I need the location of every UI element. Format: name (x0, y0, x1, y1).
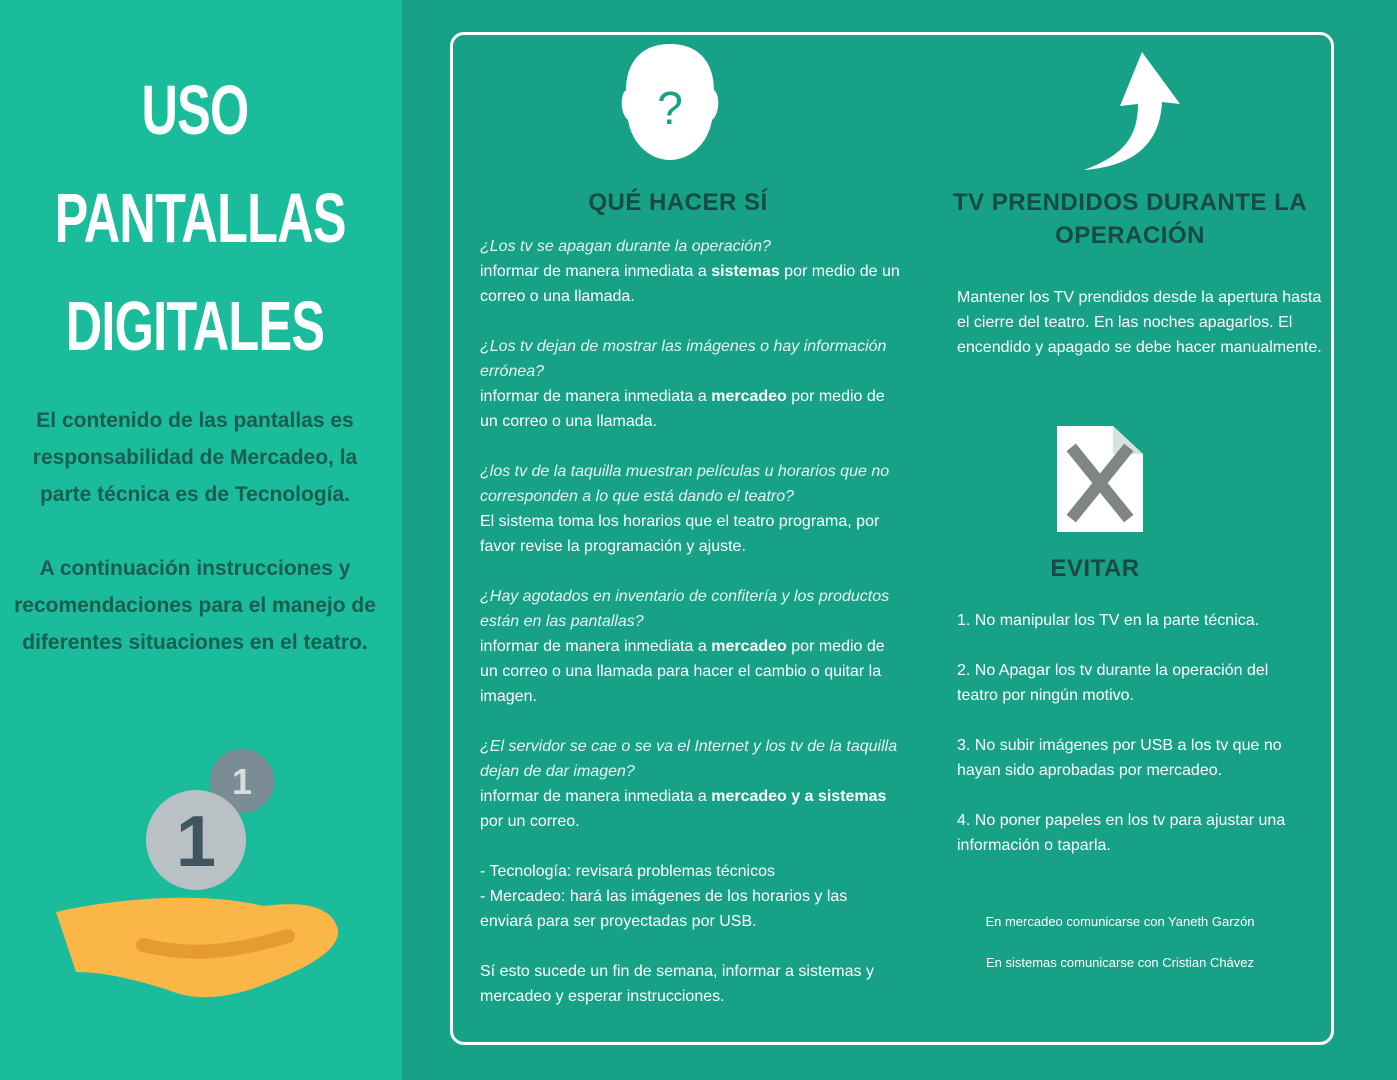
intro-paragraph-2: A continuación instrucciones y recomendaciones para el manejo de diferentes situaciones en el teatro. (14, 557, 376, 654)
que-hacer-heading: QUÉ HACER SÍ (588, 189, 768, 216)
intro-paragraph-1: El contenido de las pantallas es responsabilidad de Mercadeo, la parte técnica es de Tecnología. (32, 409, 358, 506)
question-text: ¿Los tv se apagan durante la operación? (480, 238, 771, 255)
list-item: 3. No subir imágenes por USB a los tv que no hayan sido aprobadas por mercadeo. (957, 737, 1282, 779)
evitar-list (957, 608, 1302, 883)
list-item: 4. No poner papeles en los tv para ajustar una información o taparla. (957, 812, 1286, 854)
question-head-icon (620, 40, 720, 164)
question-text: ¿El servidor se cae o se va el Internet y los tv de la taquilla dejan de dar imagen? (480, 738, 898, 780)
list-item (480, 734, 900, 834)
answer-text: informar de manera inmediata a mercadeo por medio de un correo o una llamada para hacer el cambio o quitar la imagen. (480, 638, 885, 705)
list-item (480, 584, 900, 709)
main-title (54, 56, 346, 380)
question-text: ¿Los tv dejan de mostrar las imágenes o hay información errónea? (480, 338, 887, 380)
list-item: 1. No manipular los TV en la parte técnica. (957, 612, 1260, 629)
title-line-3: DIGITALES (65, 287, 325, 365)
contact-sistemas: En sistemas comunicarse con Cristian Chávez (985, 955, 1255, 970)
que-hacer-list (480, 234, 900, 1034)
question-mark: ? (657, 82, 683, 134)
answer-text: informar de manera inmediata a mercadeo y a sistemas por un correo. (480, 788, 887, 830)
curved-arrow-up-icon (1080, 52, 1184, 176)
contact-mercadeo: En mercadeo comunicarse con Yaneth Garzón (985, 914, 1255, 929)
answer-text: informar de manera inmediata a sistemas por medio de un correo o una llamada. (480, 263, 900, 305)
title-line-2: PANTALLAS (54, 179, 346, 257)
list-item (480, 334, 900, 434)
large-coin-label: 1 (175, 802, 217, 882)
evitar-heading: EVITAR (1050, 555, 1140, 582)
note-tecnologia: - Tecnología: revisará problemas técnicos (480, 863, 775, 880)
list-item (480, 234, 900, 309)
list-item (480, 459, 900, 559)
question-text: ¿los tv de la taquilla muestran películas u horarios que no corresponden a lo que está dando el teatro? (480, 463, 890, 505)
weekend-note (480, 959, 900, 1009)
answer-text: El sistema toma los horarios que el teatro programa, por favor revise la programación y ajuste. (480, 513, 880, 555)
answer-text: informar de manera inmediata a mercadeo por medio de un correo o una llamada. (480, 388, 885, 430)
tv-heading: TV PRENDIDOS DURANTE LA OPERACIÓN (952, 189, 1308, 249)
question-text: ¿Hay agotados en inventario de confitería y los productos están en las pantallas? (480, 588, 890, 630)
small-coin-label: 1 (231, 761, 253, 802)
title-line-1: USO (141, 71, 249, 149)
hand-coins-icon (48, 740, 348, 1010)
notes (480, 859, 900, 934)
tv-text: Mantener los TV prendidos desde la apertura hasta el cierre del teatro. En las noches apagarlos. El encendido y apagado se debe hacer manualmente. (957, 289, 1322, 356)
note-mercadeo: - Mercadeo: hará las imágenes de los horarios y las enviará para ser proyectadas por USB. (480, 888, 848, 930)
intro-text (10, 402, 380, 661)
weekend-text: Sí esto sucede un fin de semana, informar a sistemas y mercadeo y esperar instrucciones. (480, 963, 874, 1005)
list-item: 2. No Apagar los tv durante la operación del teatro por ningún motivo. (957, 662, 1269, 704)
file-cancel-icon (1055, 424, 1145, 534)
